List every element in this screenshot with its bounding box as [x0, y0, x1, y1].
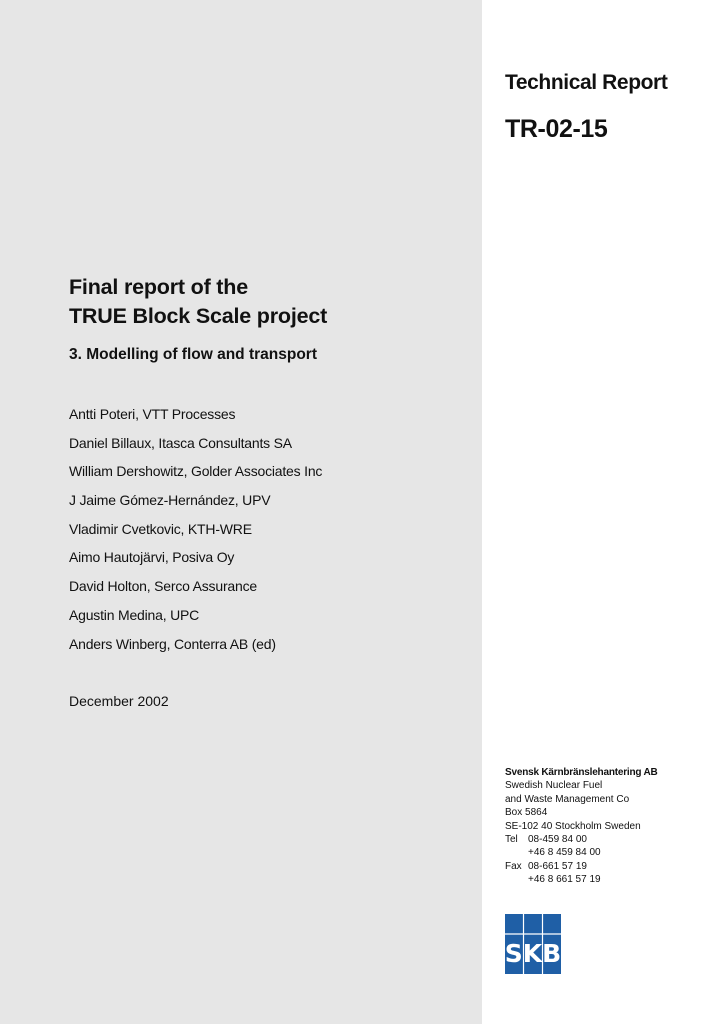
author-item: David Holton, Serco Assurance	[69, 578, 257, 595]
report-title-line-2: TRUE Block Scale project	[69, 304, 328, 328]
publisher-address	[505, 766, 705, 887]
telephone-number: 08-459 84 00	[528, 834, 587, 846]
author-item: Daniel Billaux, Itasca Consultants SA	[69, 434, 292, 451]
publication-date: December 2002	[69, 693, 169, 709]
publisher-box: Box 5864	[505, 807, 548, 819]
report-type: Technical Report	[505, 71, 668, 94]
telephone-row	[505, 833, 705, 846]
author-item: William Dershowitz, Golder Associates Inc	[69, 463, 323, 480]
skb-logo-icon	[505, 914, 561, 974]
report-number: TR-02-15	[505, 115, 608, 143]
publisher-name-en-2: and Waste Management Co	[505, 793, 630, 805]
telephone-international: +46 8 459 84 00	[528, 847, 601, 859]
publisher-name-en-1: Swedish Nuclear Fuel	[505, 780, 603, 792]
author-item: Agustin Medina, UPC	[69, 606, 200, 623]
author-item: Anders Winberg, Conterra AB (ed)	[69, 635, 276, 652]
fax-number: 08-661 57 19	[528, 860, 587, 872]
report-subtitle: 3. Modelling of flow and transport	[69, 346, 317, 363]
title-block	[69, 273, 469, 365]
fax-row	[505, 860, 705, 873]
author-list	[69, 404, 469, 662]
author-item: Vladimir Cvetkovic, KTH-WRE	[69, 520, 252, 537]
report-title-line-1: Final report of the	[69, 275, 248, 299]
logo-text: SKB	[505, 939, 561, 968]
telephone-label: Tel	[505, 834, 518, 846]
author-item: J Jaime Gómez-Hernández, UPV	[69, 492, 271, 509]
author-item: Aimo Hautojärvi, Posiva Oy	[69, 549, 235, 566]
fax-label: Fax	[505, 860, 522, 872]
publisher-postal: SE-102 40 Stockholm Sweden	[505, 820, 641, 832]
publisher-name: Svensk Kärnbränslehantering AB	[505, 767, 658, 778]
author-item: Antti Poteri, VTT Processes	[69, 406, 236, 422]
fax-international: +46 8 661 57 19	[528, 874, 601, 886]
